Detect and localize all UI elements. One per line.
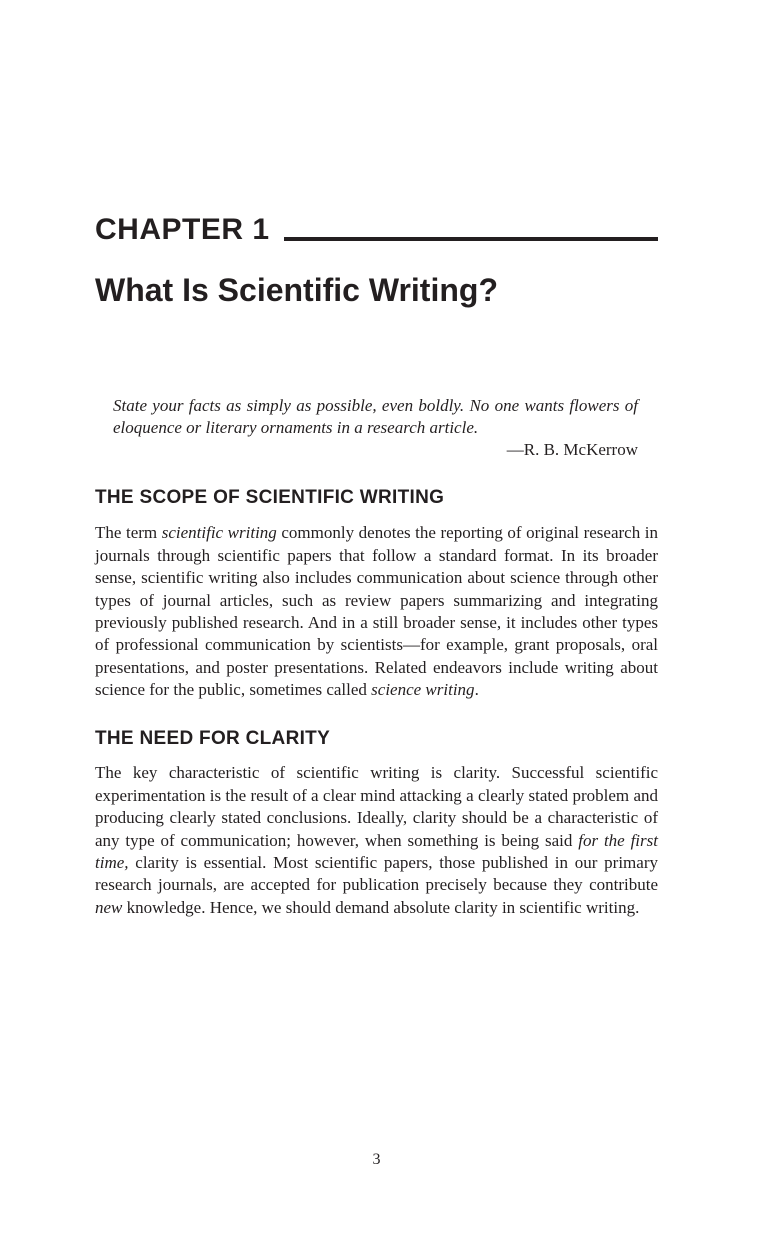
body-paragraph-clarity: The key characteristic of scientific writing is clarity. Successful scientific experimentation is the result of a clear mind attacking a clearly stated problem and producing clearly stated conclusions. Ideally, clarity should be a characteristic of any type of communication; however, when something is being said for the first time, clarity is essential. Most scientific papers, those published in our primary research journals, are accepted for publication precisely because they contribute new knowledge. Hence, we should demand absolute clarity in scientific writing. [95,763,658,917]
epigraph-quote: State your facts as simply as possible, even boldly. No one wants flowers of eloquence or literary ornaments in a research article. [113,396,638,438]
epigraph-attribution: —R. B. McKerrow [506,440,638,460]
chapter-label: CHAPTER 1 [95,213,270,246]
chapter-rule-line [284,237,658,241]
chapter-heading-row [95,215,658,245]
book-page [0,215,768,1239]
page-number: 3 [372,1151,381,1168]
section-heading-scope: THE SCOPE OF SCIENTIFIC WRITING [95,487,445,509]
section-heading-clarity: THE NEED FOR CLARITY [95,727,331,749]
page-title: What Is Scientific Writing? [95,272,498,308]
body-paragraph-scope: The term scientific writing commonly denotes the reporting of original research in journals through scientific papers that follow a standard format. In its broader sense, scientific writing also includes communication about science through other types of journal articles, such as review papers summarizing and integrating previously published research. And in a still broader sense, it includes other types of professional communication by scientists—for example, grant proposals, oral presentations, and poster presentations. Related endeavors include writing about science for the public, sometimes called science writing. [95,523,658,700]
